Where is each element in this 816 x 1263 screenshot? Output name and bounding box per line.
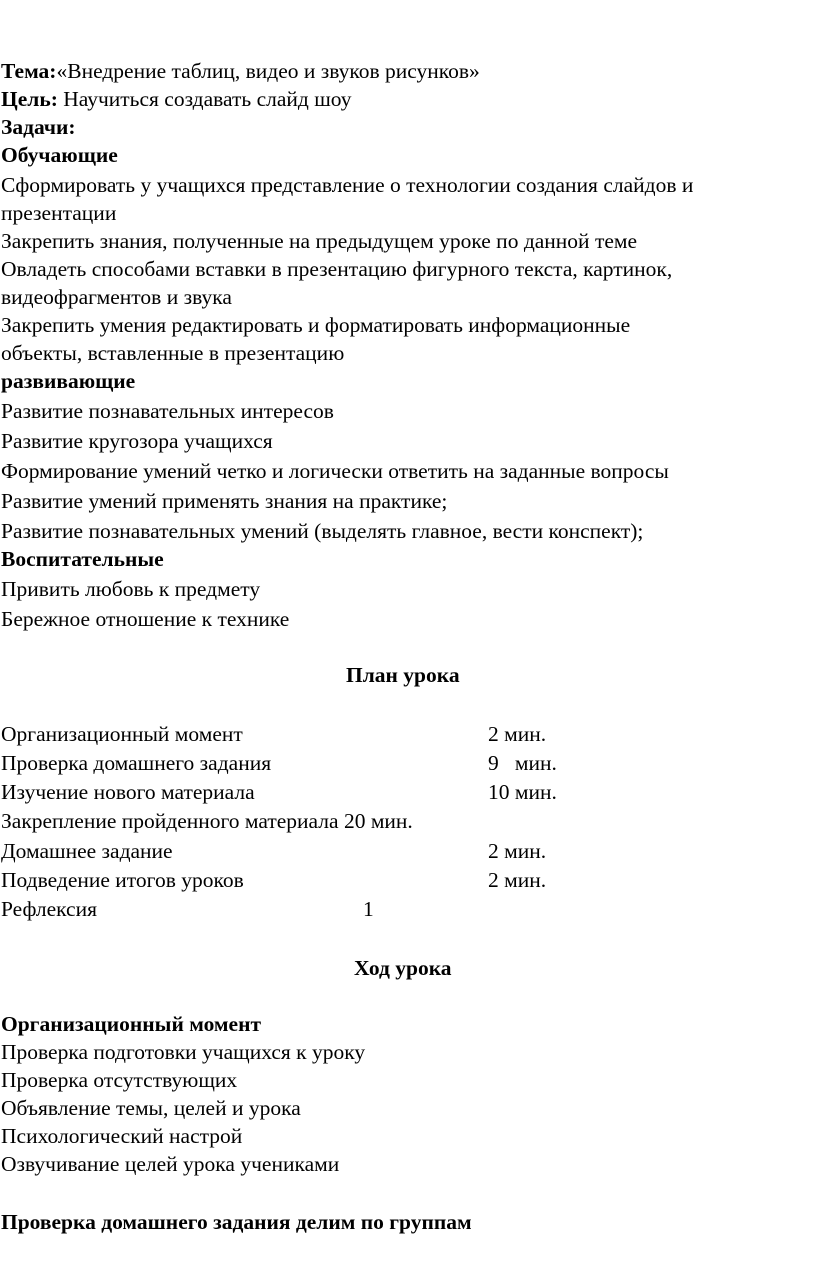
upbringing-line: Привить любовь к предмету: [1, 577, 261, 601]
plan-item-time: 1: [363, 897, 374, 921]
org-moment-line: Психологический настрой: [1, 1124, 243, 1148]
org-moment-line: Проверка отсутствующих: [1, 1068, 238, 1092]
homework-heading: Проверка домашнего задания делим по группам: [1, 1210, 472, 1234]
plan-item-time: 9 мин.: [488, 751, 557, 775]
plan-item-name: Изучение нового материала: [1, 780, 255, 804]
educational-line: видеофрагментов и звука: [1, 285, 232, 309]
educational-line: Сформировать у учащихся представление о технологии создания слайдов и: [1, 173, 694, 197]
developing-line: Развитие познавательных умений (выделять главное, вести конспект);: [1, 519, 644, 543]
developing-line: Формирование умений четко и логически ответить на заданные вопросы: [1, 459, 669, 483]
educational-line: Овладеть способами вставки в презентацию фигурного текста, картинок,: [1, 257, 673, 281]
org-moment-line: Объявление темы, целей и урока: [1, 1096, 301, 1120]
developing-line: Развитие кругозора учащихся: [1, 429, 273, 453]
goal-label: Цель:: [1, 87, 58, 111]
tasks-label: Задачи:: [1, 115, 76, 139]
plan-item: [1, 778, 781, 806]
org-moment-heading: Организационный момент: [1, 1012, 262, 1036]
plan-item-name: Закрепление пройденного материала 20 мин.: [1, 809, 413, 833]
org-moment-line: Проверка подготовки учащихся к уроку: [1, 1040, 366, 1064]
developing-line: Развитие умений применять знания на практике;: [1, 489, 448, 513]
educational-heading: Обучающие: [1, 143, 118, 167]
topic-line: [1, 57, 480, 85]
educational-line: Закрепить знания, полученные на предыдущем уроке по данной теме: [1, 229, 638, 253]
plan-item-time: 2 мин.: [488, 722, 547, 746]
topic-value: «Внедрение таблиц, видео и звуков рисунков»: [56, 59, 480, 83]
educational-line: Закрепить умения редактировать и форматировать информационные: [1, 313, 631, 337]
plan-item: [1, 749, 781, 777]
org-moment-line: Озвучивание целей урока учениками: [1, 1152, 340, 1176]
educational-line: объекты, вставленные в презентацию: [1, 341, 345, 365]
plan-item-time: 10 мин.: [488, 780, 557, 804]
plan-item: [1, 866, 781, 894]
plan-item: [1, 720, 781, 748]
goal-line: [1, 85, 351, 113]
topic-label: Тема:: [1, 59, 57, 83]
plan-heading: План урока: [346, 663, 460, 687]
plan-item: [1, 807, 781, 835]
plan-item-name: Организационный момент: [1, 722, 243, 746]
course-heading: Ход урока: [354, 956, 452, 980]
plan-item: [1, 837, 781, 865]
developing-line: Развитие познавательных интересов: [1, 399, 334, 423]
upbringing-heading: Воспитательные: [1, 547, 164, 571]
upbringing-line: Бережное отношение к технике: [1, 607, 290, 631]
plan-item-name: Подведение итогов уроков: [1, 868, 244, 892]
developing-heading: развивающие: [1, 369, 136, 393]
goal-value: Научиться создавать слайд шоу: [57, 87, 352, 111]
plan-item-time: 2 мин.: [488, 868, 547, 892]
plan-item-name: Проверка домашнего задания: [1, 751, 272, 775]
plan-item-name: Рефлексия: [1, 897, 97, 921]
educational-line: презентации: [1, 201, 117, 225]
plan-item-name: Домашнее задание: [1, 839, 173, 863]
plan-item-time: 2 мин.: [488, 839, 547, 863]
plan-item: [1, 895, 781, 923]
